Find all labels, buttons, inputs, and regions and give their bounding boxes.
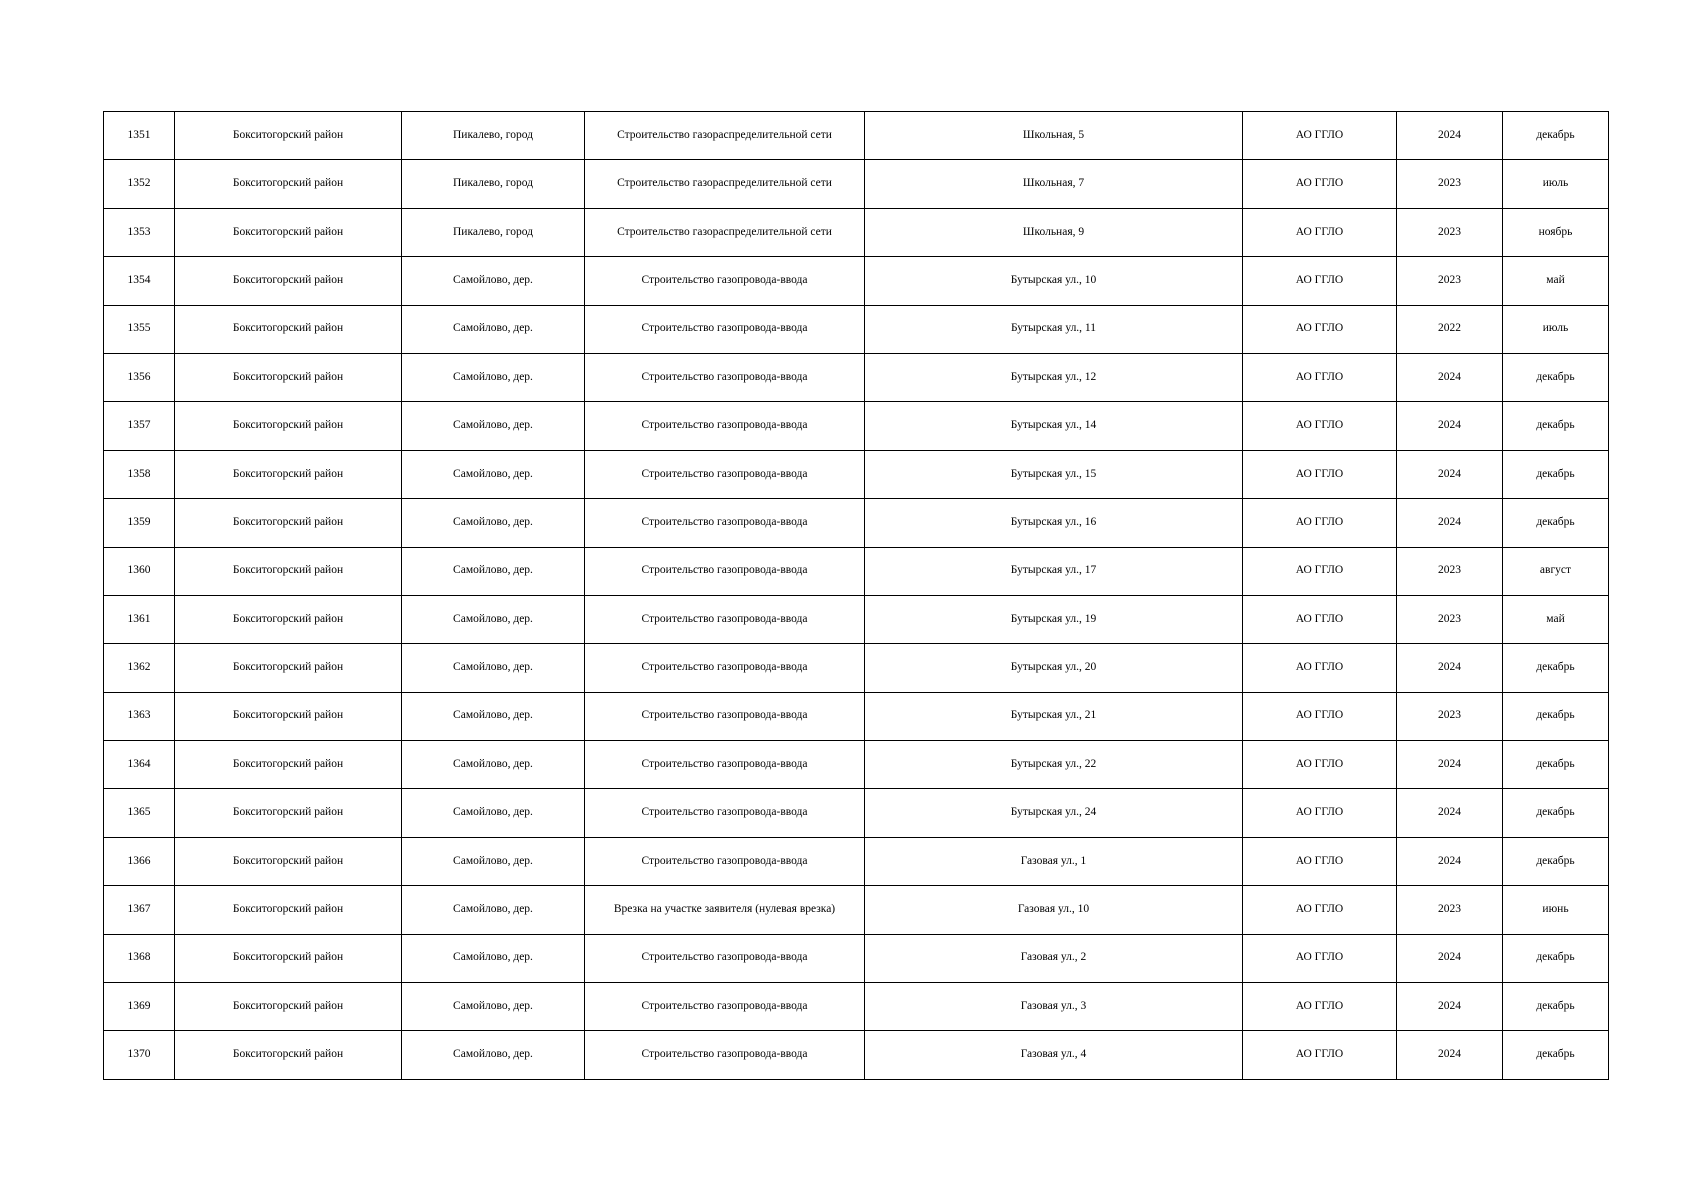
work-type-cell: Строительство газораспределительной сети <box>585 208 865 256</box>
row-number-cell: 1356 <box>104 353 175 401</box>
district-cell: Бокситогорский район <box>175 886 402 934</box>
organization-cell: АО ГГЛО <box>1243 547 1397 595</box>
locality-cell: Самойлово, дер. <box>402 789 585 837</box>
gasification-table <box>103 111 1609 1080</box>
locality-cell: Самойлово, дер. <box>402 305 585 353</box>
table-row <box>104 1031 1609 1079</box>
table-row <box>104 112 1609 160</box>
year-cell: 2024 <box>1397 353 1503 401</box>
district-cell: Бокситогорский район <box>175 595 402 643</box>
district-cell: Бокситогорский район <box>175 305 402 353</box>
year-cell: 2024 <box>1397 789 1503 837</box>
work-type-cell: Строительство газопровода-ввода <box>585 353 865 401</box>
row-number-cell: 1365 <box>104 789 175 837</box>
month-cell: декабрь <box>1503 1031 1609 1079</box>
work-type-cell: Строительство газопровода-ввода <box>585 402 865 450</box>
work-type-cell: Строительство газопровода-ввода <box>585 547 865 595</box>
organization-cell: АО ГГЛО <box>1243 1031 1397 1079</box>
district-cell: Бокситогорский район <box>175 160 402 208</box>
locality-cell: Самойлово, дер. <box>402 837 585 885</box>
year-cell: 2023 <box>1397 886 1503 934</box>
work-type-cell: Строительство газопровода-ввода <box>585 1031 865 1079</box>
table-row <box>104 160 1609 208</box>
district-cell: Бокситогорский район <box>175 741 402 789</box>
address-cell: Школьная, 9 <box>865 208 1243 256</box>
row-number-cell: 1352 <box>104 160 175 208</box>
address-cell: Газовая ул., 2 <box>865 934 1243 982</box>
table-row <box>104 257 1609 305</box>
address-cell: Бутырская ул., 21 <box>865 692 1243 740</box>
month-cell: июль <box>1503 160 1609 208</box>
address-cell: Бутырская ул., 10 <box>865 257 1243 305</box>
address-cell: Бутырская ул., 19 <box>865 595 1243 643</box>
row-number-cell: 1367 <box>104 886 175 934</box>
address-cell: Школьная, 7 <box>865 160 1243 208</box>
year-cell: 2024 <box>1397 450 1503 498</box>
organization-cell: АО ГГЛО <box>1243 112 1397 160</box>
table-row <box>104 595 1609 643</box>
row-number-cell: 1370 <box>104 1031 175 1079</box>
month-cell: июнь <box>1503 886 1609 934</box>
locality-cell: Пикалево, город <box>402 208 585 256</box>
organization-cell: АО ГГЛО <box>1243 789 1397 837</box>
table-row <box>104 886 1609 934</box>
locality-cell: Самойлово, дер. <box>402 644 585 692</box>
year-cell: 2024 <box>1397 983 1503 1031</box>
table-row <box>104 741 1609 789</box>
year-cell: 2024 <box>1397 741 1503 789</box>
row-number-cell: 1360 <box>104 547 175 595</box>
month-cell: май <box>1503 257 1609 305</box>
organization-cell: АО ГГЛО <box>1243 450 1397 498</box>
organization-cell: АО ГГЛО <box>1243 741 1397 789</box>
locality-cell: Самойлово, дер. <box>402 257 585 305</box>
month-cell: декабрь <box>1503 112 1609 160</box>
district-cell: Бокситогорский район <box>175 112 402 160</box>
district-cell: Бокситогорский район <box>175 644 402 692</box>
address-cell: Газовая ул., 10 <box>865 886 1243 934</box>
table-row <box>104 644 1609 692</box>
district-cell: Бокситогорский район <box>175 983 402 1031</box>
organization-cell: АО ГГЛО <box>1243 208 1397 256</box>
organization-cell: АО ГГЛО <box>1243 499 1397 547</box>
year-cell: 2023 <box>1397 595 1503 643</box>
organization-cell: АО ГГЛО <box>1243 934 1397 982</box>
year-cell: 2024 <box>1397 644 1503 692</box>
address-cell: Бутырская ул., 14 <box>865 402 1243 450</box>
year-cell: 2024 <box>1397 837 1503 885</box>
month-cell: август <box>1503 547 1609 595</box>
row-number-cell: 1353 <box>104 208 175 256</box>
year-cell: 2024 <box>1397 934 1503 982</box>
organization-cell: АО ГГЛО <box>1243 305 1397 353</box>
address-cell: Школьная, 5 <box>865 112 1243 160</box>
row-number-cell: 1351 <box>104 112 175 160</box>
work-type-cell: Строительство газопровода-ввода <box>585 934 865 982</box>
locality-cell: Самойлово, дер. <box>402 886 585 934</box>
month-cell: декабрь <box>1503 499 1609 547</box>
table-row <box>104 305 1609 353</box>
year-cell: 2024 <box>1397 112 1503 160</box>
organization-cell: АО ГГЛО <box>1243 837 1397 885</box>
work-type-cell: Строительство газопровода-ввода <box>585 983 865 1031</box>
work-type-cell: Строительство газопровода-ввода <box>585 499 865 547</box>
district-cell: Бокситогорский район <box>175 789 402 837</box>
district-cell: Бокситогорский район <box>175 837 402 885</box>
year-cell: 2024 <box>1397 402 1503 450</box>
address-cell: Газовая ул., 1 <box>865 837 1243 885</box>
address-cell: Газовая ул., 4 <box>865 1031 1243 1079</box>
organization-cell: АО ГГЛО <box>1243 644 1397 692</box>
district-cell: Бокситогорский район <box>175 208 402 256</box>
month-cell: декабрь <box>1503 741 1609 789</box>
table-row <box>104 837 1609 885</box>
district-cell: Бокситогорский район <box>175 934 402 982</box>
locality-cell: Самойлово, дер. <box>402 450 585 498</box>
row-number-cell: 1357 <box>104 402 175 450</box>
locality-cell: Самойлово, дер. <box>402 595 585 643</box>
year-cell: 2024 <box>1397 499 1503 547</box>
table-row <box>104 450 1609 498</box>
address-cell: Бутырская ул., 15 <box>865 450 1243 498</box>
year-cell: 2023 <box>1397 692 1503 740</box>
work-type-cell: Строительство газопровода-ввода <box>585 837 865 885</box>
work-type-cell: Строительство газопровода-ввода <box>585 789 865 837</box>
month-cell: декабрь <box>1503 837 1609 885</box>
month-cell: декабрь <box>1503 450 1609 498</box>
organization-cell: АО ГГЛО <box>1243 983 1397 1031</box>
table-row <box>104 934 1609 982</box>
locality-cell: Самойлово, дер. <box>402 983 585 1031</box>
row-number-cell: 1362 <box>104 644 175 692</box>
table-row <box>104 789 1609 837</box>
row-number-cell: 1361 <box>104 595 175 643</box>
table-row <box>104 983 1609 1031</box>
table-row <box>104 208 1609 256</box>
locality-cell: Самойлово, дер. <box>402 499 585 547</box>
organization-cell: АО ГГЛО <box>1243 353 1397 401</box>
address-cell: Бутырская ул., 11 <box>865 305 1243 353</box>
year-cell: 2023 <box>1397 208 1503 256</box>
address-cell: Бутырская ул., 12 <box>865 353 1243 401</box>
row-number-cell: 1363 <box>104 692 175 740</box>
row-number-cell: 1358 <box>104 450 175 498</box>
table-row <box>104 547 1609 595</box>
district-cell: Бокситогорский район <box>175 257 402 305</box>
address-cell: Бутырская ул., 20 <box>865 644 1243 692</box>
district-cell: Бокситогорский район <box>175 692 402 740</box>
locality-cell: Пикалево, город <box>402 112 585 160</box>
work-type-cell: Строительство газопровода-ввода <box>585 741 865 789</box>
district-cell: Бокситогорский район <box>175 353 402 401</box>
table-body <box>104 112 1609 1080</box>
organization-cell: АО ГГЛО <box>1243 257 1397 305</box>
month-cell: май <box>1503 595 1609 643</box>
row-number-cell: 1359 <box>104 499 175 547</box>
locality-cell: Самойлово, дер. <box>402 692 585 740</box>
row-number-cell: 1368 <box>104 934 175 982</box>
work-type-cell: Врезка на участке заявителя (нулевая врезка) <box>585 886 865 934</box>
district-cell: Бокситогорский район <box>175 547 402 595</box>
work-type-cell: Строительство газораспределительной сети <box>585 112 865 160</box>
work-type-cell: Строительство газопровода-ввода <box>585 257 865 305</box>
year-cell: 2024 <box>1397 1031 1503 1079</box>
district-cell: Бокситогорский район <box>175 499 402 547</box>
month-cell: декабрь <box>1503 983 1609 1031</box>
month-cell: июль <box>1503 305 1609 353</box>
month-cell: декабрь <box>1503 402 1609 450</box>
locality-cell: Самойлово, дер. <box>402 1031 585 1079</box>
locality-cell: Самойлово, дер. <box>402 402 585 450</box>
work-type-cell: Строительство газопровода-ввода <box>585 595 865 643</box>
month-cell: декабрь <box>1503 353 1609 401</box>
row-number-cell: 1369 <box>104 983 175 1031</box>
address-cell: Бутырская ул., 22 <box>865 741 1243 789</box>
organization-cell: АО ГГЛО <box>1243 160 1397 208</box>
locality-cell: Самойлово, дер. <box>402 353 585 401</box>
work-type-cell: Строительство газопровода-ввода <box>585 644 865 692</box>
work-type-cell: Строительство газораспределительной сети <box>585 160 865 208</box>
locality-cell: Пикалево, город <box>402 160 585 208</box>
organization-cell: АО ГГЛО <box>1243 402 1397 450</box>
work-type-cell: Строительство газопровода-ввода <box>585 692 865 740</box>
locality-cell: Самойлово, дер. <box>402 547 585 595</box>
organization-cell: АО ГГЛО <box>1243 595 1397 643</box>
month-cell: ноябрь <box>1503 208 1609 256</box>
row-number-cell: 1366 <box>104 837 175 885</box>
locality-cell: Самойлово, дер. <box>402 741 585 789</box>
row-number-cell: 1354 <box>104 257 175 305</box>
year-cell: 2022 <box>1397 305 1503 353</box>
work-type-cell: Строительство газопровода-ввода <box>585 305 865 353</box>
month-cell: декабрь <box>1503 692 1609 740</box>
organization-cell: АО ГГЛО <box>1243 692 1397 740</box>
row-number-cell: 1355 <box>104 305 175 353</box>
address-cell: Газовая ул., 3 <box>865 983 1243 1031</box>
organization-cell: АО ГГЛО <box>1243 886 1397 934</box>
month-cell: декабрь <box>1503 934 1609 982</box>
month-cell: декабрь <box>1503 644 1609 692</box>
table-row <box>104 353 1609 401</box>
month-cell: декабрь <box>1503 789 1609 837</box>
address-cell: Бутырская ул., 16 <box>865 499 1243 547</box>
address-cell: Бутырская ул., 24 <box>865 789 1243 837</box>
address-cell: Бутырская ул., 17 <box>865 547 1243 595</box>
year-cell: 2023 <box>1397 257 1503 305</box>
district-cell: Бокситогорский район <box>175 402 402 450</box>
table-row <box>104 692 1609 740</box>
year-cell: 2023 <box>1397 547 1503 595</box>
table-row <box>104 499 1609 547</box>
district-cell: Бокситогорский район <box>175 450 402 498</box>
row-number-cell: 1364 <box>104 741 175 789</box>
district-cell: Бокситогорский район <box>175 1031 402 1079</box>
table-row <box>104 402 1609 450</box>
locality-cell: Самойлово, дер. <box>402 934 585 982</box>
work-type-cell: Строительство газопровода-ввода <box>585 450 865 498</box>
year-cell: 2023 <box>1397 160 1503 208</box>
